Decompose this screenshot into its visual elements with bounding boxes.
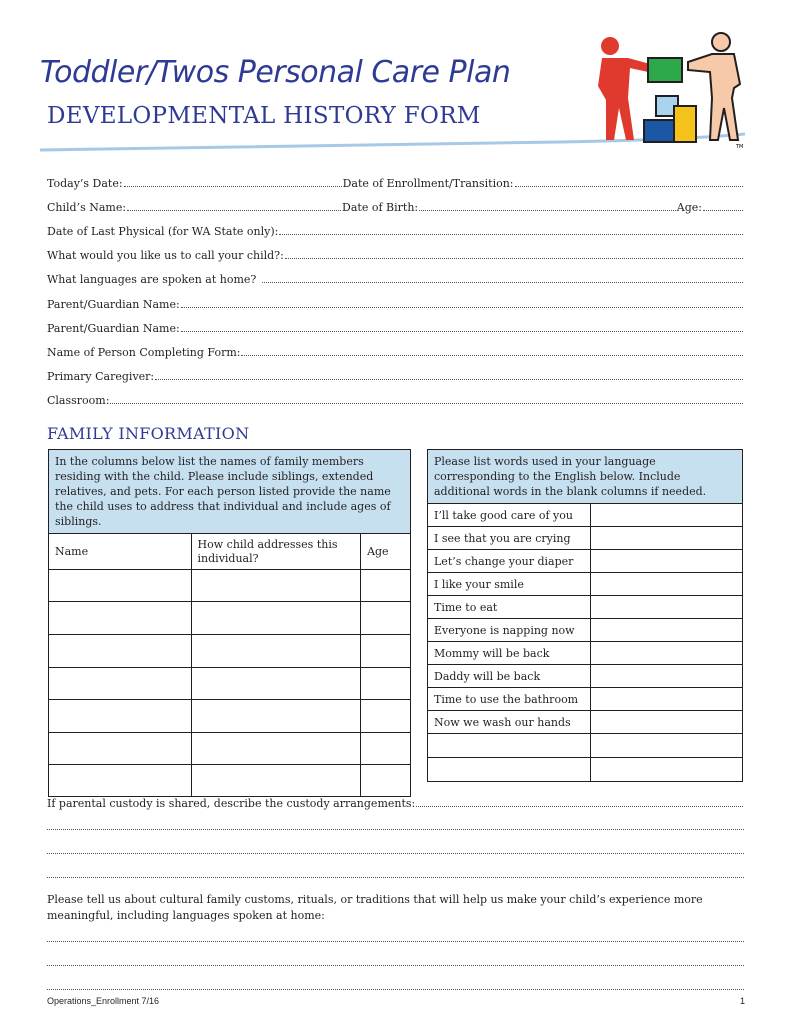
culture-line[interactable] (47, 989, 744, 990)
translation-cell[interactable] (590, 596, 742, 619)
family-address-cell[interactable] (191, 570, 361, 602)
phrase-cell: I like your smile (428, 573, 591, 596)
children-with-blocks-logo-icon (588, 28, 748, 150)
table-row (428, 688, 743, 711)
trademark-mark: TM (736, 144, 744, 150)
family-address-cell[interactable] (191, 635, 361, 668)
age-label: Age: (676, 201, 702, 214)
table-row (428, 758, 743, 782)
age-field[interactable] (703, 210, 743, 211)
page-number: 1 (740, 996, 746, 1006)
culture-prompt: Please tell us about cultural family customs, rituals, or traditions that will help us make your child’s experience more meaningful, including languages spoken at home: (47, 893, 703, 922)
col-age-header: Age (361, 534, 411, 570)
family-instructions: In the columns below list the names of family members residing with the child. Please include siblings, extended relatives, and pets. For each person listed provide the name the child uses to address that individual and include ages of siblings. (49, 450, 411, 534)
culture-line[interactable] (47, 965, 744, 966)
translation-cell[interactable] (590, 688, 742, 711)
parent1-field[interactable] (181, 307, 743, 308)
phrase-cell: Mommy will be back (428, 642, 591, 665)
family-information-heading: FAMILY INFORMATION (47, 424, 250, 443)
language-words-table (427, 449, 743, 782)
family-address-cell[interactable] (191, 733, 361, 765)
phrase-cell: I’ll take good care of you (428, 504, 591, 527)
phrase-cell: I see that you are crying (428, 527, 591, 550)
form-subtitle: DEVELOPMENTAL HISTORY FORM (47, 103, 481, 129)
table-row (49, 635, 411, 668)
todays-date-label: Today’s Date: (47, 177, 123, 190)
family-members-table (48, 449, 411, 797)
person-completing-field[interactable] (241, 355, 743, 356)
table-row (428, 711, 743, 734)
custody-line[interactable] (47, 853, 744, 854)
family-age-cell[interactable] (361, 765, 411, 797)
phrase-cell: Let’s change your diaper (428, 550, 591, 573)
table-row (49, 765, 411, 797)
call-child-label: What would you like us to call your child?: (47, 249, 284, 262)
childs-name-label: Child’s Name: (47, 201, 127, 214)
todays-date-field[interactable] (124, 186, 342, 187)
family-name-cell[interactable] (49, 765, 192, 797)
table-row (428, 734, 743, 758)
table-row (428, 596, 743, 619)
call-child-row (47, 248, 744, 262)
translation-cell[interactable] (590, 711, 742, 734)
phrase-cell: Everyone is napping now (428, 619, 591, 642)
translation-cell[interactable] (590, 550, 742, 573)
table-row (428, 527, 743, 550)
family-age-cell[interactable] (361, 668, 411, 700)
custody-row (47, 796, 744, 810)
table-row (49, 668, 411, 700)
family-name-cell[interactable] (49, 733, 192, 765)
languages-field[interactable] (262, 282, 743, 283)
family-age-cell[interactable] (361, 635, 411, 668)
date-enrollment-field[interactable] (515, 186, 743, 187)
words-instructions: Please list words used in your language corresponding to the English below. Include additional words in the blank columns if needed. (428, 450, 743, 504)
call-child-field[interactable] (285, 258, 743, 259)
translation-cell[interactable] (590, 573, 742, 596)
last-physical-label: Date of Last Physical (for WA State only): (47, 225, 279, 238)
translation-cell[interactable] (590, 504, 742, 527)
primary-caregiver-row (47, 369, 744, 383)
classroom-row (47, 393, 744, 407)
custody-line[interactable] (47, 877, 744, 878)
table-row (428, 573, 743, 596)
family-name-cell[interactable] (49, 602, 192, 635)
table-row (428, 504, 743, 527)
translation-cell[interactable] (590, 619, 742, 642)
col-address-header: How child addresses this individual? (191, 534, 361, 570)
table-row (428, 619, 743, 642)
parent2-field[interactable] (181, 331, 743, 332)
table-row (428, 550, 743, 573)
childs-name-field[interactable] (127, 210, 341, 211)
custody-line[interactable] (47, 829, 744, 830)
translation-cell[interactable] (590, 665, 742, 688)
date-of-birth-label: Date of Birth: (342, 201, 419, 214)
phrase-cell: Time to eat (428, 596, 591, 619)
parent1-row (47, 297, 744, 311)
last-physical-field[interactable] (279, 234, 743, 235)
phrase-cell[interactable] (428, 758, 591, 782)
primary-caregiver-label: Primary Caregiver: (47, 370, 155, 383)
family-address-cell[interactable] (191, 602, 361, 635)
primary-caregiver-field[interactable] (155, 379, 743, 380)
todays-date-row (47, 176, 744, 190)
classroom-label: Classroom: (47, 394, 110, 407)
date-of-birth-field[interactable] (419, 210, 676, 211)
family-name-cell[interactable] (49, 635, 192, 668)
custody-field[interactable] (416, 806, 743, 807)
table-row (49, 733, 411, 765)
phrase-cell: Daddy will be back (428, 665, 591, 688)
family-age-cell[interactable] (361, 602, 411, 635)
family-address-cell[interactable] (191, 700, 361, 733)
languages-row (47, 272, 744, 286)
parent1-label: Parent/Guardian Name: (47, 298, 180, 311)
culture-line[interactable] (47, 941, 744, 942)
translation-cell[interactable] (590, 758, 742, 782)
translation-cell[interactable] (590, 734, 742, 758)
family-address-cell[interactable] (191, 765, 361, 797)
col-name-header: Name (49, 534, 192, 570)
family-name-cell[interactable] (49, 570, 192, 602)
table-row (428, 642, 743, 665)
childs-name-row (47, 200, 744, 214)
form-title: Toddler/Twos Personal Care Plan (40, 55, 511, 90)
parent2-label: Parent/Guardian Name: (47, 322, 180, 335)
translation-cell[interactable] (590, 527, 742, 550)
date-enrollment-label: Date of Enrollment/Transition: (342, 177, 514, 190)
family-age-cell[interactable] (361, 733, 411, 765)
family-age-cell[interactable] (361, 570, 411, 602)
table-row (49, 700, 411, 733)
family-name-cell[interactable] (49, 700, 192, 733)
parent2-row (47, 321, 744, 335)
languages-label: What languages are spoken at home? (47, 273, 257, 286)
last-physical-row (47, 224, 744, 238)
person-completing-label: Name of Person Completing Form: (47, 346, 241, 359)
person-completing-row (47, 345, 744, 359)
family-address-cell[interactable] (191, 668, 361, 700)
table-row (49, 570, 411, 602)
translation-cell[interactable] (590, 642, 742, 665)
custody-label: If parental custody is shared, describe the custody arrangements: (47, 797, 416, 810)
family-name-cell[interactable] (49, 668, 192, 700)
phrase-cell: Time to use the bathroom (428, 688, 591, 711)
footer-form-id: Operations_Enrollment 7/16 (47, 996, 160, 1006)
phrase-cell: Now we wash our hands (428, 711, 591, 734)
phrase-cell[interactable] (428, 734, 591, 758)
classroom-field[interactable] (110, 403, 743, 404)
table-row (428, 665, 743, 688)
table-row (49, 602, 411, 635)
family-age-cell[interactable] (361, 700, 411, 733)
